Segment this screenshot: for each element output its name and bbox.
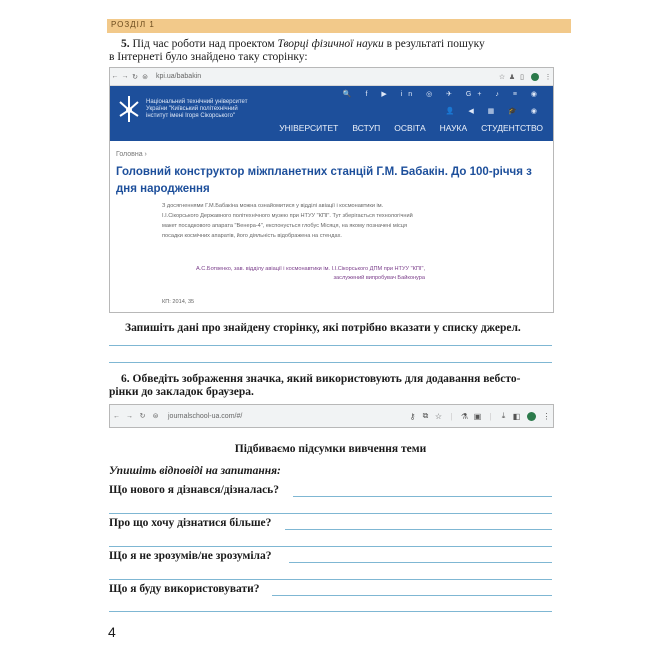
question-3: Що я не зрозумів/не зрозуміла? xyxy=(109,550,272,562)
page-number: 4 xyxy=(108,624,116,640)
summary-title: Підбиваємо підсумки вивчення теми xyxy=(234,443,427,455)
task-5-number: 5. xyxy=(121,38,130,50)
task-6-line1: Обведіть зображення значка, який використовують для додавання вебсто- xyxy=(132,373,521,385)
breadcrumb[interactable]: Головна › xyxy=(116,151,147,158)
star-icon[interactable]: ☆ xyxy=(498,73,506,81)
sidebar-icon[interactable]: ▯ xyxy=(520,73,524,81)
task-6-number: 6. xyxy=(121,373,130,385)
answer-line[interactable] xyxy=(285,529,552,530)
menu-item-science[interactable]: НАУКА xyxy=(439,123,468,133)
article-source: КП: 2014, 35 xyxy=(162,299,195,305)
article-signature: А.С.Ботвенко, зав. відділу авіації і космонавтики ім. І.І.Сікорського ДПМ при НТУУ "КПІ", заслужений випробувач Байконура xyxy=(196,266,425,281)
social-icons[interactable]: 🔍 f ▶ in ◎ ✈ G+ ♪ ≡ ◉ xyxy=(342,91,543,98)
extension-icon[interactable]: ♟ xyxy=(508,73,516,81)
answer-line[interactable] xyxy=(109,345,552,346)
browser-screenshot-2 xyxy=(109,404,554,428)
address-bar[interactable]: journalschool-ua.com/#/ xyxy=(168,412,243,420)
site-header xyxy=(110,86,553,141)
project-name: Творці фізичної науки xyxy=(277,38,384,50)
task-6-text xyxy=(121,372,553,386)
utility-icons[interactable]: 👤 ◀ ▦ 🎓 ◉ xyxy=(445,108,543,115)
forward-icon[interactable]: → xyxy=(121,73,129,80)
menu-item-education[interactable]: ОСВІТА xyxy=(394,123,426,133)
forward-icon[interactable]: → xyxy=(126,412,133,420)
question-1: Що нового я дізнався/дізналась? xyxy=(109,484,280,496)
answer-line[interactable] xyxy=(109,579,552,580)
address-bar[interactable]: kpi.ua/babakin xyxy=(156,73,202,80)
answer-line[interactable] xyxy=(289,562,552,563)
answer-line[interactable] xyxy=(109,611,552,612)
menu-icon[interactable]: ⋮ xyxy=(544,73,552,81)
back-icon[interactable]: ← xyxy=(111,73,119,80)
question-2: Про що хочу дізнатися більше? xyxy=(109,517,272,529)
download-icon[interactable]: ⤓ xyxy=(501,411,506,420)
answer-line[interactable] xyxy=(109,362,552,363)
section-label: РОЗДІЛ 1 xyxy=(111,20,155,29)
screen-icon[interactable]: ⧉ xyxy=(422,411,429,420)
summary-prompt: Упишіть відповіді на запитання: xyxy=(109,465,281,477)
task-6-line2: рінки до закладок браузера. xyxy=(109,386,254,398)
section-header-bar xyxy=(107,19,571,33)
answer-line[interactable] xyxy=(272,595,552,596)
puzzle-icon[interactable]: ▣ xyxy=(473,411,482,421)
star-icon[interactable]: ☆ xyxy=(434,411,443,421)
site-menu xyxy=(279,123,543,133)
university-name: Національний технічний університет України "Київський політехнічний інститут імені Ігоря Сікорського" xyxy=(146,99,248,119)
sidebar-icon[interactable]: ◧ xyxy=(512,411,521,421)
answer-line[interactable] xyxy=(109,546,552,547)
task-5-text-before: Під час роботи над проектом xyxy=(132,38,275,50)
task-5-line2: в Інтернеті було знайдено таку сторінку: xyxy=(109,51,308,63)
article-title: Головний конструктор міжпланетних станцій Г.М. Бабакін. До 100-річчя з дня народження xyxy=(116,166,532,195)
answer-line[interactable] xyxy=(293,496,552,497)
avatar-icon[interactable] xyxy=(527,412,536,421)
menu-item-students[interactable]: СТУДЕНТСТВО xyxy=(481,123,543,133)
task-5-text-after: в результаті пошуку xyxy=(386,38,485,50)
site-info-icon[interactable]: ⊜ xyxy=(142,73,148,81)
reload-icon[interactable]: ↻ xyxy=(132,73,138,81)
divider: | xyxy=(450,411,453,421)
menu-item-university[interactable]: УНІВЕРСИТЕТ xyxy=(279,123,339,133)
flask-icon[interactable]: ⚗ xyxy=(460,411,469,421)
divider: | xyxy=(489,411,492,421)
kpi-logo-icon xyxy=(116,94,142,124)
browser-screenshot-1 xyxy=(109,67,554,313)
back-icon[interactable]: ← xyxy=(113,412,120,420)
menu-item-admission[interactable]: ВСТУП xyxy=(352,123,381,133)
browser-toolbar xyxy=(110,68,553,86)
reload-icon[interactable]: ↻ xyxy=(139,413,146,420)
site-info-icon[interactable]: ⊜ xyxy=(152,413,159,420)
article-body: З досягненнями Г.М.Бабакіна можна ознайомитися у відділі авіації і космонавтики ім. І.І.Сікорського Державного політехнічного музею при НТУУ "КПІ". Тут зберігається технологічний макет посадкового апарата "Венера-4", експонується глобус Місяця, на якому позначені місця посадки космічних апаратів, його діяльність відображена на стендах. xyxy=(162,203,413,239)
question-4: Що я буду використовувати? xyxy=(109,583,260,595)
instruction-5: Запишіть дані про знайдену сторінку, які потрібно вказати у списку джерел. xyxy=(125,322,521,334)
menu-icon[interactable]: ⋮ xyxy=(542,411,551,421)
answer-line[interactable] xyxy=(109,513,552,514)
avatar-icon[interactable] xyxy=(531,73,539,81)
task-5-text xyxy=(121,37,553,51)
key-icon[interactable]: ⚷ xyxy=(409,411,416,421)
